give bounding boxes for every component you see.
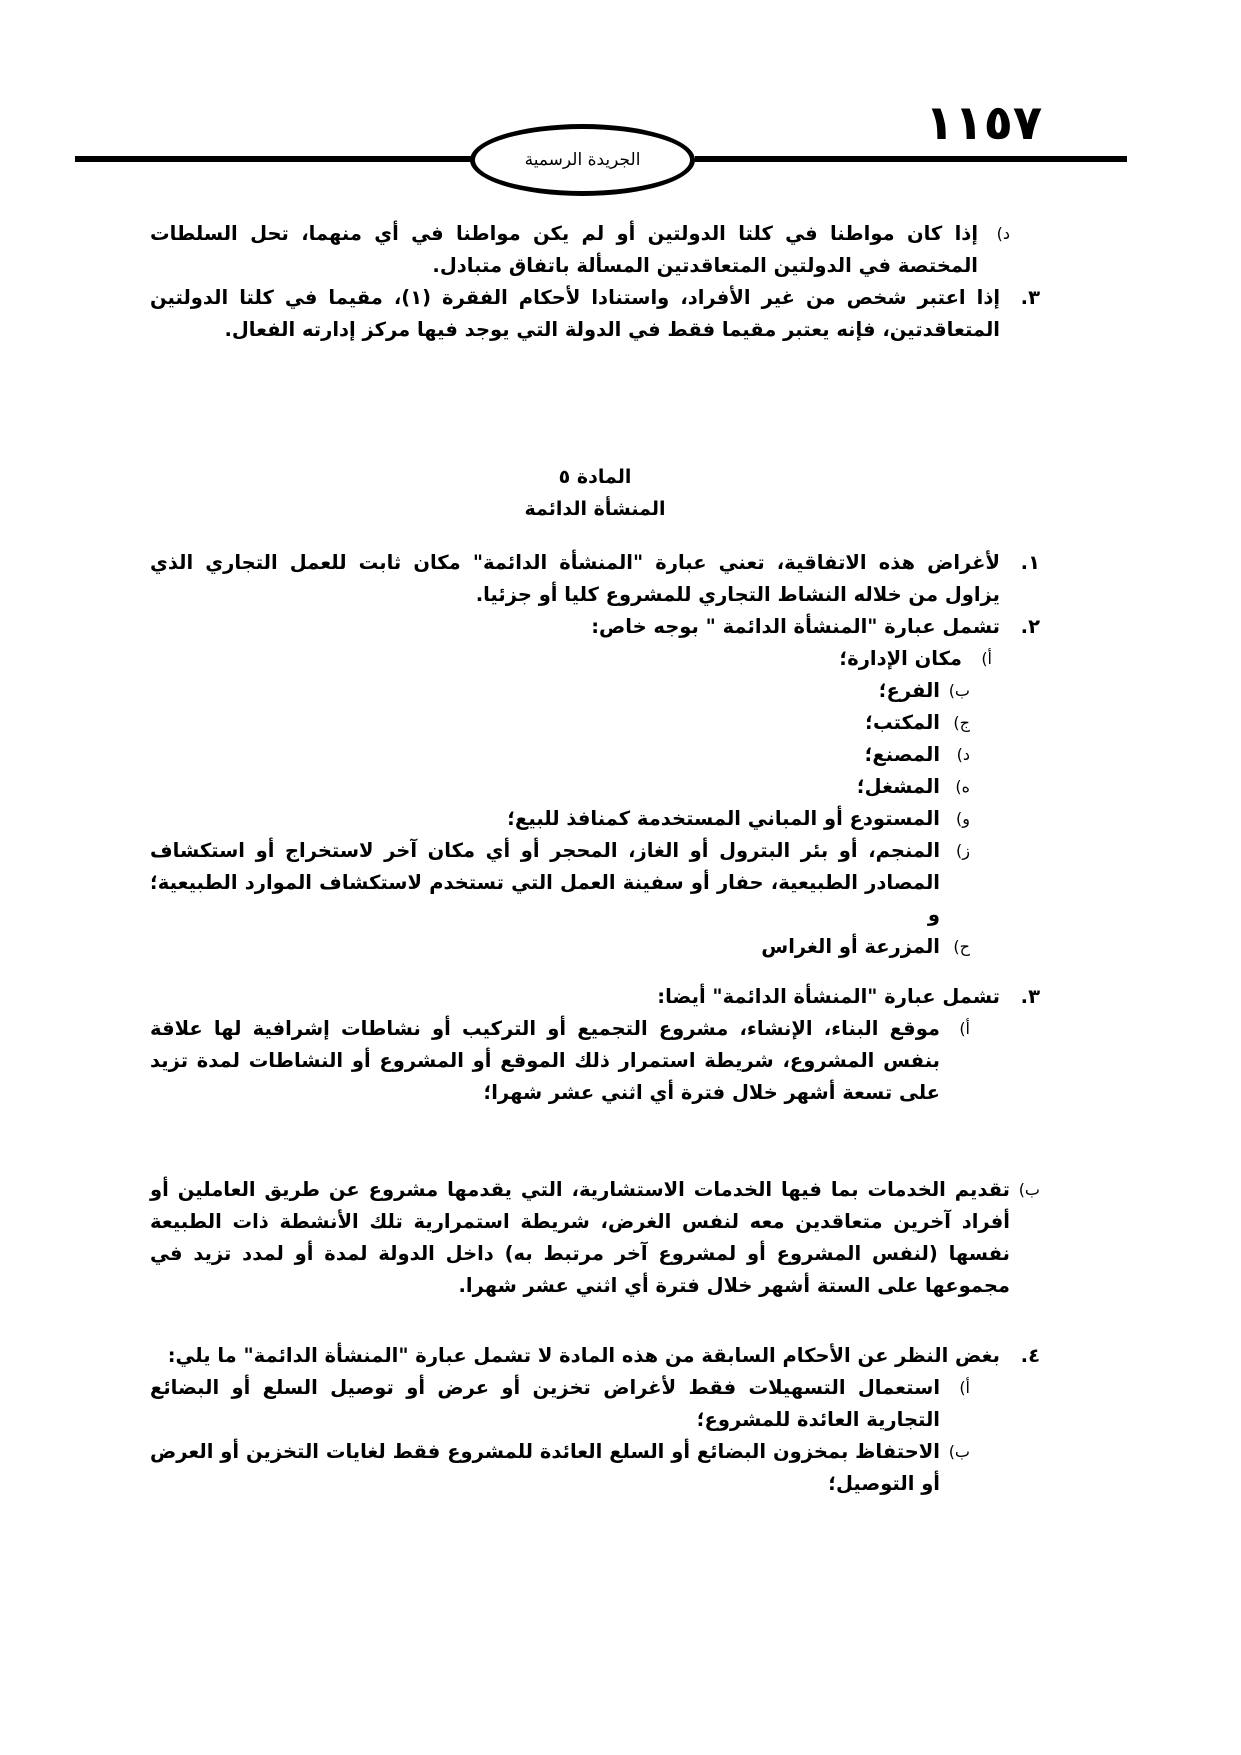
continuation-item-d xyxy=(150,218,1010,282)
list-item-text: المصنع؛ xyxy=(864,743,940,766)
header-rule-left xyxy=(75,156,475,162)
list-item-text: استعمال التسهيلات فقط لأغراض تخزين أو عرض أو توصيل السلع أو البضائع التجارية العائدة للمشروع؛ xyxy=(150,1376,940,1431)
list-marker: د) xyxy=(996,224,1010,243)
list-marker: د) xyxy=(956,745,970,764)
list-item xyxy=(150,1174,1040,1302)
paragraph-text: بغض النظر عن الأحكام السابقة من هذه المادة لا تشمل عبارة "المنشأة الدائمة" ما يلي: xyxy=(167,1344,1000,1367)
list-marker: ب) xyxy=(1018,1180,1040,1199)
list-item xyxy=(150,1372,970,1436)
list-marker: أ) xyxy=(959,1378,970,1397)
list-marker: أ) xyxy=(981,649,992,668)
paragraph-4 xyxy=(150,1340,1040,1372)
paragraph-3 xyxy=(150,981,1040,1013)
gazette-title-oval xyxy=(470,124,695,196)
page-number: ١١٥٧ xyxy=(925,95,1043,151)
paragraph-number: ٣. xyxy=(1020,985,1040,1008)
list-item-text: المزرعة أو الغراس xyxy=(761,935,940,958)
gazette-title: الجريدة الرسمية xyxy=(524,150,641,170)
list-item xyxy=(150,931,970,963)
list-item xyxy=(150,803,970,835)
list-item xyxy=(150,1436,970,1500)
list-marker: ج) xyxy=(953,713,970,732)
list-item-text: المشغل؛ xyxy=(856,775,940,798)
paragraph-number: ٢. xyxy=(1020,615,1040,638)
paragraph-1 xyxy=(150,547,1040,611)
list-item-text: المنجم، أو بئر البترول أو الغاز، المحجر أو أي مكان آخر لاستخراج أو استكشاف المصادر الطبيعية، حفار أو سفينة العمل التي تستخدم لاستكشاف الموارد الطبيعية؛ و xyxy=(150,839,940,926)
paragraph-text: إذا اعتبر شخص من غير الأفراد، واستنادا لأحكام الفقرة (١)، مقيما في كلتا الدولتين المتعاقدتين، فإنه يعتبر مقيما فقط في الدولة التي يوجد فيها مركز إدارته الفعال. xyxy=(150,286,1001,341)
continuation-paragraph-3 xyxy=(150,282,1040,346)
paragraph-number: ٤. xyxy=(1020,1344,1040,1367)
page-body xyxy=(150,218,1040,1500)
list-item xyxy=(150,707,970,739)
article-title: المنشأة الدائمة xyxy=(524,498,666,520)
list-marker: و) xyxy=(956,809,970,828)
paragraph-text: تشمل عبارة "المنشأة الدائمة " بوجه خاص: xyxy=(591,615,1000,638)
list-marker: أ) xyxy=(959,1019,970,1038)
list-item xyxy=(150,675,970,707)
list-item xyxy=(150,739,970,771)
paragraph-2 xyxy=(150,611,1040,643)
article-number: المادة ٥ xyxy=(558,466,632,488)
list-marker: ب) xyxy=(948,681,970,700)
list-item-text: المكتب؛ xyxy=(865,711,940,734)
list-marker: ه) xyxy=(955,777,970,796)
list-marker: ز) xyxy=(956,841,970,860)
list-item xyxy=(150,1013,970,1109)
paragraph-number: ٣. xyxy=(1020,286,1040,309)
list-item-text: مكان الإدارة؛ xyxy=(839,647,962,670)
list-item xyxy=(150,643,992,675)
list-item-text: موقع البناء، الإنشاء، مشروع التجميع أو التركيب أو نشاطات إشرافية لها علاقة بنفس المشروع، شريطة استمرار ذلك الموقع أو المشروع أو النشاطات لمدة تزيد على تسعة أشهر خلال فترة أي اثني عشر شهرا؛ xyxy=(150,1017,940,1104)
list-item-text: الفرع؛ xyxy=(878,679,940,702)
paragraph-number: ١. xyxy=(1020,551,1040,574)
list-marker: ب) xyxy=(948,1442,970,1461)
list-item-text: إذا كان مواطنا في كلتا الدولتين أو لم يكن مواطنا في أي منهما، تحل السلطات المختصة في الدولتين المتعاقدتين المسألة باتفاق متبادل. xyxy=(150,222,978,277)
list-item-text: تقديم الخدمات بما فيها الخدمات الاستشارية، التي يقدمها مشروع عن طريق العاملين أو أفراد آخرين متعاقدين معه لنفس الغرض، شريطة استمرارية تلك الأنشطة ذات الطبيعة نفسها (لنفس المشروع أو لمشروع آخر مرتبط به) داخل الدولة لمدة أو لمدد تزيد في مجموعها على الستة أشهر خلال فترة أي اثني عشر شهرا. xyxy=(150,1178,1010,1297)
paragraph-text: لأغراض هذه الاتفاقية، تعني عبارة "المنشأة الدائمة" مكان ثابت للعمل التجاري الذي يزاول من خلاله النشاط التجاري للمشروع كليا أو جزئيا. xyxy=(150,551,1000,606)
header-rule-right xyxy=(695,156,1127,162)
list-marker: ح) xyxy=(953,937,970,956)
paragraph-text: تشمل عبارة "المنشأة الدائمة" أيضا: xyxy=(657,985,1000,1008)
list-item xyxy=(150,835,970,931)
list-item-text: المستودع أو المباني المستخدمة كمنافذ للبيع؛ xyxy=(507,807,940,830)
list-item xyxy=(150,771,970,803)
list-item-text: الاحتفاظ بمخزون البضائع أو السلع العائدة للمشروع فقط لغايات التخزين أو العرض أو التوصيل؛ xyxy=(150,1440,940,1495)
